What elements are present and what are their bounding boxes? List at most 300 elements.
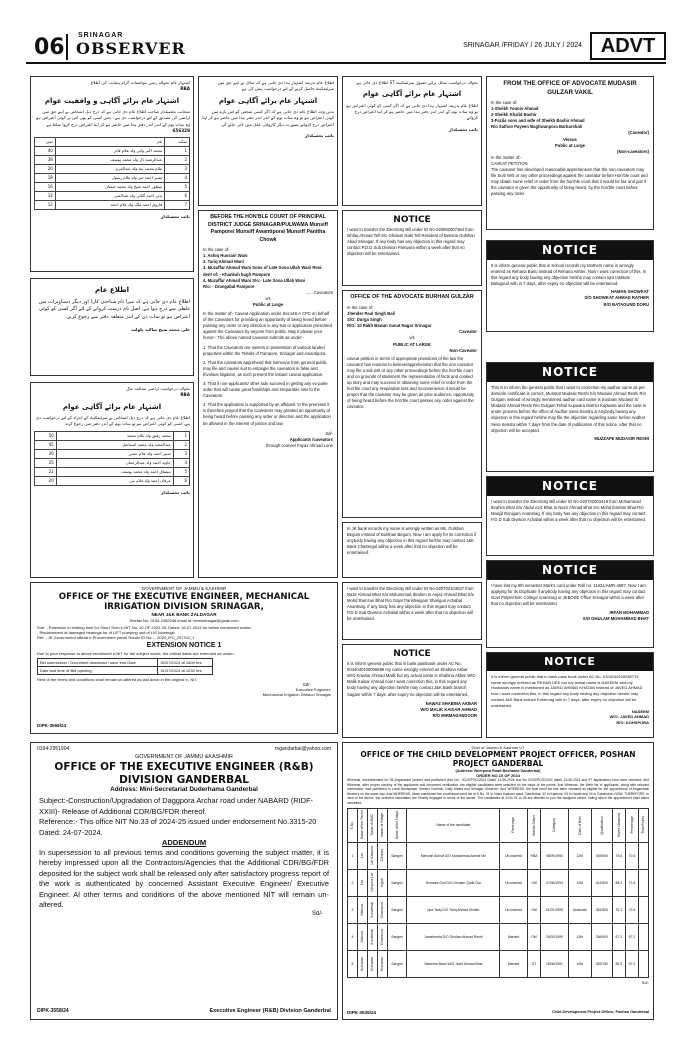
column-header: [387, 809, 407, 843]
table-row: [348, 951, 649, 978]
table-row: [348, 870, 649, 897]
court-title: BEFORE THE HON'BLE COURT OF PRINCIPAL DISTRICT JUDGE SRINAGAR/PULWAMA Munsiff Pampore/ Munsiff Awantipora/ Munsiff Panitha Chowk: [208, 214, 328, 243]
table-cell: 31/07/2024 at 1230 hrs: [158, 666, 213, 674]
urdu-heading: اشتہار عام برائے آگاہی و واقفیت عوام: [44, 96, 180, 105]
table-cell: 2: [165, 156, 190, 165]
table-row: [35, 449, 190, 458]
list-item: 1-Sheikh Younis Ahmad: [491, 106, 539, 112]
work-line: - Replacement of damaged bearings for of LIFT pumping unit of LIS Nowbugh: [37, 630, 175, 636]
table-cell: نذیر احمد گنائی ولد عبدالغنی: [55, 192, 164, 201]
table-cell: 72.6: [625, 897, 638, 924]
table-cell: 14: [35, 192, 56, 201]
column-header: [377, 809, 387, 843]
addendum-body: In supersession to all previous terms and conditions governing the subject matter, it is hereby impressed upon all the Contractors/Agencies that the Additional CDR/BG/FDR deposited for the subject work shall be released only after satisfactory progress report of the work is authenticated by concerned Assistant Executive Engineer/ Executive Engineer. Al other terms and conditions of the above mentioned NIT will remain un- altered.: [39, 847, 329, 910]
table-cell: 1: [173, 431, 189, 440]
notice-body: It is inform general public that in bank pass book under AC No. 0104040100036719 name wrongly entered as REHAN DEK but my actual name is NASEEM and my Husbands name is mentioned as JAVED AHMAD KHATAN instead of JAVED AHMAD now I want correction this, in this regard any body having any objection he/she may contact J&K Bank branch Kokernag with in 7 days, after expiry no objection will be entertained.: [491, 673, 643, 708]
notice-sign-1: NAWAZ SHABINA AKBAR: [425, 700, 477, 706]
versus-label: Versus: [563, 136, 577, 142]
table-cell: 25: [35, 458, 57, 467]
masthead-city: SRINAGAR: [78, 32, 124, 39]
urdu-signature: نائب تحصیلدار: [304, 132, 334, 138]
cell-text: Marks Obtained: [616, 813, 621, 837]
table-cell: 4: [165, 174, 190, 183]
cell-text: Zuhama: [379, 849, 384, 862]
cell-text: Uchpora Lar: [370, 873, 375, 892]
in-case-of: In the case of:: [347, 304, 374, 310]
table-cell: 30/07/2024 at 1600 hrs: [158, 658, 213, 666]
table-row: [35, 458, 190, 467]
notice-electricity-3: [486, 476, 654, 556]
table-row: [35, 174, 190, 183]
table-cell: 6: [165, 192, 190, 201]
table-cell: 5: [348, 951, 358, 978]
office-address: (Address: Beerpora Road Beehama Ganderbal): [455, 768, 541, 773]
mech-sign-2: Mechanical Irrigation Division Srinagar: [262, 692, 331, 698]
column-header: [568, 809, 591, 843]
sd-label: Sd/-: [311, 910, 323, 917]
urdu-table: [34, 431, 190, 486]
notice-sign-1: NASEEM: [631, 708, 649, 714]
cell-text: Kurhama: [370, 956, 375, 971]
office-email: mgandarbal@yahoo.com: [275, 746, 331, 752]
table-cell: محمد رفیق ولد غلام محمد: [56, 431, 173, 440]
notice-sign-3: R/O MIRMADANDOOR: [432, 712, 477, 718]
court-para-2: 2. That the caveators apprehend that someone from general public may file and cause/ suit to entangle the caveators in false and frivolous litigation, as such present the instant caveat application.: [203, 359, 327, 377]
table-cell: Married: [500, 924, 527, 951]
notice-sign-3: R/O BATAGUND DORU: [603, 301, 649, 307]
table-cell: Married: [500, 951, 527, 978]
urdu-body-2: اطلاع عام بذریعہ اشتہار ہذا دی جاتی ہے کہ اگر کسی کو کوئی اعتراض ہو تو وہ سات یوم کے اندر اندر دفتر ہذا میں حاضر ہو کر اپنا اعتراض درج کروائے: [346, 102, 478, 121]
table-cell: [377, 843, 387, 870]
list-item: 2-Sheikh Khalid Bashir: [491, 112, 537, 118]
advocate-title: FROM THE OFFICE OF ADVOCATE MUDASIR GULZAR VAKIL: [503, 80, 637, 96]
table-cell: [377, 870, 387, 897]
govt-label: GOVERNMENT OF JAMMU &KASHMIR: [135, 754, 233, 761]
column-header: [639, 809, 649, 843]
dateline: SRINAGAR /FRIDAY / 26 JULY / 2024: [463, 42, 582, 49]
dipk-number: DIPK-3559/24: [37, 723, 67, 729]
notice-body: This is to inform the general public that I want to correction my aadhar name as per domicile certificate is correct, Mussrat Mudasir Reshi S/o Mudasir Ahmad Reshi R/o Gulgam instead of wrongly mentioned aadhar card name is Soubam Mudasir S/ Mudasir Ahmad Reshi R/o Gulgam Tehsil Kupwara District Kupwara and the case is under process before the office of Aadhar Seva Kendra & Anybody having any objection in this regard he/she may file the objection regarding same before Aadhar Seva Kendra within 7 days from the date of publication of this notice, after that no objection will be accepted.: [491, 385, 646, 433]
notice-title: NOTICE: [393, 215, 431, 225]
court-para-4: 4. That the application is supported by an affidavit. In the premises it is therefore prayed that the Caveators may granted an opportunity of being heard before passing any order or direction and the application be allowed in the interest of justice and law.: [203, 402, 331, 426]
cell-text: Kunderbal: [370, 901, 375, 918]
rb-signature: Executive Engineer (R&B) Division Ganderbal: [209, 1008, 331, 1015]
table-cell: Date and time of Bid opening: [38, 666, 158, 674]
office-title-1: OFFICE OF THE EXECUTIVE ENGINEER (R&B): [54, 761, 314, 773]
table-cell: [357, 951, 367, 978]
list-item: 3-Fazila sons and wife of Sheikh Bashir Ahmad: [491, 118, 585, 124]
table-row: [35, 156, 190, 165]
non-caveator-label: Non-Caveator: [449, 347, 477, 353]
notice-title: NOTICE: [487, 363, 653, 382]
column-header: [591, 809, 612, 843]
column-header: [612, 809, 625, 843]
table-cell: [367, 897, 377, 924]
office-title-1: OFFICE OF THE EXECUTIVE ENGINEER, MECHANICAL: [58, 591, 310, 602]
table-cell: 441/500: [591, 870, 612, 897]
table-cell: [357, 924, 367, 951]
table-cell: 71.5: [625, 870, 638, 897]
public-label: Public at Large: [252, 301, 284, 307]
table-cell: 30: [35, 449, 57, 458]
urdu-number: 656328: [172, 127, 190, 133]
notice-sign-2: W/O MALIK KAISAR AHMAD: [420, 706, 477, 712]
table-cell: 57.2: [625, 951, 638, 978]
table-cell: [639, 843, 649, 870]
table-cell: Bid submission / Document download / save end Date: [38, 658, 158, 666]
masthead-title: OBSERVER: [76, 39, 186, 58]
table-row: [348, 897, 649, 924]
table-cell: بشیر احمد میر ولد غلام رسول: [55, 174, 164, 183]
table-cell: 88.2: [612, 870, 625, 897]
column-header: [348, 809, 358, 843]
party-list: [203, 253, 333, 290]
list-item: dent of: - Khankah bugh Pampore: [203, 271, 271, 277]
dipk-number: DIPK-3558/24: [37, 1008, 69, 1015]
table-cell: 08/09/1993: [541, 843, 568, 870]
table-cell: [639, 870, 649, 897]
cell-text: Percentage: [629, 816, 634, 834]
list-item: 4. Muzaffar Ahmad Wani S/o:- Late Sona Ullah Wani: [203, 277, 306, 283]
table-cell: 45: [35, 440, 57, 449]
column-header: Name of the candidate: [407, 809, 500, 843]
table-row: [35, 467, 190, 476]
urdu-body-2: بدیں وجہ اطلاع عام دی جاتی ہے کہ اگر کسی شخص کو اس بارے میں کوئی اعتراض ہو تو وہ سات یوم کے اندر اندر دفتر ہذا میں حاضر ہو کر اپنا اعتراض درج کروائے بصورت دیگر کاروائی عمل میں لائی جائے گی: [202, 109, 334, 127]
column-header: [367, 809, 377, 843]
non-caveator-label: (Non-caveators): [617, 148, 649, 154]
table-cell: Iqra Tariq D/O Tariq Ahmad Shaikh: [407, 897, 500, 924]
table-cell: [377, 924, 387, 951]
urdu-advert-certificate: [30, 382, 194, 578]
notice-sign: MUZZAFE MUDASIR RESHI: [594, 435, 649, 441]
notice-sign-1: HAMAN SHOWKAT: [610, 289, 649, 295]
notice-marks-card: [486, 560, 654, 648]
table-cell: 50: [35, 431, 57, 440]
table-row: [35, 476, 190, 485]
urdu-table: [34, 137, 190, 210]
table-cell: 22: [35, 467, 57, 476]
table-cell: [367, 924, 377, 951]
caveat-body: The caveator has developed reasonable apprehension that the non-caveators may file Suit/ Writ or any other proceedings against the caveator before Hon'ble court and may obtain some relief or order from the hon'ble court that it would be fair and just if the caveator is given the opportunity of being heard, by the hon'ble court before passing any order.: [491, 167, 648, 197]
notice-title: NOTICE: [393, 649, 431, 659]
public-label: Public at Large: [554, 142, 586, 148]
court-para-1: 1. That the Caveators are owners in possession of various landed properties within the Tehsils of Pampore, Srinagar and Awantipora.: [203, 344, 327, 356]
table-header-row: [348, 809, 649, 843]
table-row: [348, 924, 649, 951]
dipk-number: DIPK-3535/24: [347, 1010, 377, 1016]
table-cell: Sangmi: [387, 870, 407, 897]
table-cell: جاوید احمد ولد عبدالرحمان: [56, 458, 173, 467]
table-cell: [639, 951, 649, 978]
table-cell: نمبر: [35, 138, 56, 147]
notice-title: NOTICE: [487, 653, 653, 671]
table-row: [38, 658, 213, 666]
header-divider: [66, 34, 68, 60]
table-cell: 10th: [568, 951, 591, 978]
court-body: In the matter of:- Caveat Application under Sec148-A CPC on behalf of the Caveators for providing an opportunity of being heard before passing any order or any direction in any suit or application presented against the Caveators by anyone from public. May it please your honor:- The above named caveator submits as under:-: [203, 311, 332, 341]
rba-label: RBA: [180, 86, 190, 92]
urdu-signature: نائب تحصیلدار: [160, 489, 190, 495]
mechanical-irrigation-advert: [30, 582, 338, 734]
petition-label: CAVEAT PETITION: [491, 160, 528, 166]
table-cell: 381/500: [591, 897, 612, 924]
list-item: R/o: - Drangabal Pampore: [203, 283, 255, 289]
notice-sign-3: R/O: KOHSPORA: [616, 720, 649, 726]
notice-sign-2: S/O GHULAM MOHAMMAD BHAT: [582, 616, 649, 622]
table-cell: Jamsheeda D/O Ghulam Ahmad Reshi: [407, 924, 500, 951]
table-cell: 18/06/1991: [541, 951, 568, 978]
table-cell: 20: [35, 476, 57, 485]
table-cell: Un-married: [500, 843, 527, 870]
subject-line: Subject:-Construction/Upgradation of Daggpora Archar road under NABARD (RIDF-XXIII)- Release of Additional CDR/BG/FDR thereof.: [39, 796, 313, 816]
table-cell: Un-married: [500, 870, 527, 897]
table-cell: [367, 870, 377, 897]
table-row: [35, 431, 190, 440]
court-sign-2: through counsel Fayaz Ahmad Lone: [265, 442, 333, 448]
advocate-caveat-advert: [342, 290, 482, 518]
urdu-signature: علی محمد شیخ ساکنہ پلوامہ: [131, 327, 190, 332]
table-cell: 3: [348, 897, 358, 924]
advocate-title: OFFICE OF THE ADVOCATE BURHAN GULZAR: [350, 294, 474, 300]
urdu-advert-land: [30, 76, 194, 272]
list-item: 2. Tariq Ahmad Wani: [203, 259, 244, 265]
table-cell: 6: [173, 476, 189, 485]
table-cell: OM: [527, 870, 541, 897]
cell-text: Name of Village: [379, 813, 384, 837]
office-phone: 0194-2951904: [37, 746, 70, 752]
table-row: [35, 165, 190, 174]
urdu-body: اطلاع عام دی جاتی ہے کہ میرا نام شناختی کارڈ اور دیگر دستاویزات میں غلطی سے درج ہوا ہے، اصل نام درست کروانے کے لئے اگر کسی کو کوئی اعتراض ہو تو سات دن کے اندر متعلقہ دفتر سے رجوع کریں: [38, 298, 190, 320]
table-cell: RBA: [527, 843, 541, 870]
order-body: Whereas, advertisement for 05 Anganwadi centres was published vide No:- ICDS/POG/2024 Dated 13-06-2024 and No ICDS/POG/2024 dated 13-06-2024 and 97 applications form were received; And Whereas, after proper scrutiny of the applicants and document verification, the eligible candidates were selected on the basis of the points; And Whereas, the Merit list of applicants, along with relevant information, was published in Local Newspaper Greater Kashmir, Daily Alsafa and Srinagar Observer; And WHEREAS, the final merit list has been released as eligible for the appointment of Anganwadi Workers on the same day; And WHEREAS, those mentioned the provisional merit list at S.No. 01 in Nasir Kashmir ward, Ganderbal, 02 in Kashmir, 03 in Harab and 04 in Ganderbal; NOW, THEREFORE, in view of the above, the selected candidates are hereby engaged in terms of the above. The candidates at S.No 01 to 05 are directed to join the assigned centre, failing which the appointment shall stand cancelled.: [347, 778, 649, 805]
cell-text: Total Points: [641, 816, 646, 834]
list-item: 1. Ashiq Hussain Wani: [203, 253, 248, 259]
urdu-body: اطلاع عام دی جاتی ہے کہ درج ذیل اشخاص نے سرٹیفکیٹ کے اجراء کے لئے درخواست دی ہے، کسی کو کوئی اعتراض ہو تو سات یوم کے اندر دفتر میں رجوع کرے: [35, 415, 190, 427]
cdpo-advert: [342, 742, 654, 1020]
cell-text: Lar Kakpora: [370, 846, 375, 865]
notice-bank-name: [342, 522, 482, 578]
table-row: [35, 138, 190, 147]
table-cell: 67.2: [625, 924, 638, 951]
cell-text: Kurhama: [360, 956, 365, 971]
table-cell: [357, 870, 367, 897]
table-cell: [377, 951, 387, 978]
table-cell: [367, 951, 377, 978]
cdpo-signature: Child Development Project Officer, Poshan Ganderbal: [551, 1010, 649, 1015]
table-cell: عرفان احمد ولد غلام نبی: [56, 476, 173, 485]
urdu-advert-st-1: [198, 76, 338, 206]
office-title-2: DIVISION GANDERBAL: [119, 773, 249, 786]
subject-line: Sub: - Extension in bidding time for Short Term e-NIT No. 10 OF 2024-25, Dated: 16-07-2024 for below mentioned works:-: [37, 625, 253, 631]
sd-label: Sd/-: [302, 681, 311, 687]
cell-text: Lar: [360, 853, 365, 858]
table-row: [35, 147, 190, 156]
table-cell: 12th: [568, 924, 591, 951]
urdu-advert-st-2: [342, 76, 482, 206]
cell-text: Lar: [360, 880, 365, 885]
notice-body: It is inform general public that in bank passbook under AC No. 0044040100006699 my name wrongly entered as Shabina Akbar W/O Kowsar Ahmad Malik but my actual name is Shabina Akbar W/O Malik Kaisar Ahmad now I want correction this, in this regard any body having any objection he/she may contact J&K Bank branch Sagam within 7 days, after expiry no objection will be entertained.: [347, 661, 476, 697]
table-cell: 5: [165, 183, 190, 192]
in-case-of: In the case of:: [491, 99, 518, 105]
table-cell: مشتاق احمد ولد محمد یوسف: [56, 467, 173, 476]
public-label: PUBLIC AT LARGE: [393, 341, 431, 347]
column-header: [500, 809, 527, 843]
notice-title: NOTICE: [487, 477, 653, 496]
caveators-label: ...... Caveators: [305, 289, 333, 295]
list-item: Jitender Paul Singh Bali: [347, 311, 395, 317]
notice-aadhar: [486, 362, 654, 472]
office-title: OFFICE OF THE CHILD DEVELOPMENT PROJECT OFFICER, POSHAN PROJECT GANDERBAL: [360, 750, 636, 769]
cell-text: Qualification: [599, 815, 604, 835]
sd-label: Sd/-: [325, 430, 333, 436]
column-header: [625, 809, 638, 843]
table-cell: ST: [527, 951, 541, 978]
notice-title: NOTICE: [487, 241, 653, 260]
extension-intro: Due to poor response to above mentioned e-NIT for the subject works, the critical dates are extended as under:-: [37, 650, 236, 656]
notice-electricity-2: [342, 582, 482, 640]
column-header: [527, 809, 541, 843]
table-cell: عبدالمجید ولد محمد اسماعیل: [56, 440, 173, 449]
list-item: 3. Muzaffar Ahmad Wani Sons of Late Sona Ullah Wani Resi-: [203, 265, 323, 271]
table-cell: محمد اکبر وانی ولد غلام قادر: [55, 147, 164, 156]
table-cell: 01/02/1999: [541, 897, 568, 924]
notice-electricity-1: [342, 210, 482, 286]
ref-line: Ref: - JK Government official e-Procurement portal Tender ID No.: - 2024_IFC_257312_1: [37, 635, 195, 641]
court-caveat-advert: [198, 210, 338, 578]
mech-sign-1: Executive Engineer,: [295, 687, 331, 693]
cell-text: Name of the Halqa: [394, 810, 399, 840]
table-cell: 12th: [568, 870, 591, 897]
notice-body: I want to transfer the Electricity Bill under ID No-020702003418 from Mohammad Ibrahim Bhat S/o Abdul Aziz Bhat to Nazir Ahmad Bhat S/o Mohd Ibrahim Bhat R/o Masjid Bonigam Anantnag. If any body has any objection in this regard may contact P.D.D Sub Division Achabal within a week after that no objection will be entertained.: [491, 499, 646, 523]
table-cell: 336/500: [591, 924, 612, 951]
cell-text: Kunderbal: [370, 928, 375, 945]
table-cell: 1: [165, 147, 190, 156]
urdu-body: منجانب تحصیلدار صاحب اطلاع عام دی جاتی ہے کہ درج ذیل اشخاص نے اپنے حق میں اراضی کی تصدیق کے لئے درخواست دی ہے۔ جس کسی کو بھی اس پر کوئی اعتراض ہو وہ سات یوم کے اندر اندر دفتر ہذا میں حاضر ہو کر اپنا اعتراض درج کروا سکتا ہے: [36, 109, 190, 127]
sd-label: Sd/-: [641, 980, 649, 986]
notice-school-record: [486, 240, 654, 332]
page-header: [26, 30, 666, 64]
table-cell: 1: [348, 843, 358, 870]
table-cell: 2: [173, 440, 189, 449]
notice-sign-2: S/O SHOWKAT AHMAD RATHER: [584, 295, 649, 301]
cell-text: Wakura: [360, 930, 365, 943]
advocate-body: caveat petition in terms of appropriate provisions of the law the caveator has reasons to believe/apprehension that the non caveator may file a suit writ or any other proceedings before the hon'ble court and on grounds of statement the representation of facts and cooked up story and may succeed in obtaining some relief or order from the hon'ble court any irreparable loss and inconvenience it would be proper that the caveator may be given an prior audience, opportunity of being heard before the hon'ble court passes any order against the caveator.: [347, 355, 475, 410]
table-cell: منظور احمد شیخ ولد محمد شعبان: [55, 183, 164, 192]
table-cell: [639, 924, 649, 951]
cell-text: S.No.: [350, 820, 355, 830]
table-cell: 4: [348, 924, 358, 951]
urdu-advert-name: [30, 278, 194, 376]
selection-table: [347, 808, 649, 978]
table-cell: OM: [527, 897, 541, 924]
table-cell: 38: [35, 156, 56, 165]
mudasir-caveat-advert: [486, 76, 654, 230]
table-cell: Sangmi: [387, 951, 407, 978]
table-cell: 5: [173, 467, 189, 476]
table-cell: OM: [527, 924, 541, 951]
office-title-2: IRRIGATION DIVISION SRINAGAR,: [104, 602, 264, 613]
table-cell: Saleema Bano W/O Javid Ahmad Bhat: [407, 951, 500, 978]
notice-body: In JK bank records my name is wrongly written as Ms. Gulshan Begum instead of Gulshan Begum. Now I am apply for its correction if anybody having any objection in this regard he/she may contact J&K Bank Chattergul within a week after that no objection will be entertained.: [347, 526, 477, 556]
table-cell: نام: [55, 138, 164, 147]
office-address: NEAR J&K BANK ZALDAGAR: [151, 612, 217, 618]
table-cell: Sumaira Gull D/O Ghulam Qadir Dar: [407, 870, 500, 897]
urdu-heading: اشتہار عام برائے آگاہی عوام: [62, 402, 162, 411]
matter-label: In the matter of:-: [491, 154, 522, 160]
table-cell: 20: [35, 165, 56, 174]
table-cell: [367, 843, 377, 870]
table-cell: 18: [35, 174, 56, 183]
urdu-signature: نائب تحصیلدار: [160, 214, 190, 220]
table-cell: غلام محمد بٹ ولد عبدالعزیز: [55, 165, 164, 174]
notice-body: I want to transfer the Electricity Bill under ID No-020802007364 from Ishfaq Ahmad Tell S/o Ghulam Nabi Tell Resident of Bemina Gulshan Abad Srinagar. If any body has any objection in this regard may contact P.D.D Sub Division Pampora within a week after that no objection will be entertained.: [347, 227, 475, 257]
govt-label: Govt of Jammu & Kashmir UT: [471, 745, 525, 750]
table-cell: 4: [173, 458, 189, 467]
notice-body: I have lost my 6th semester Mark's card under Roll no. 11631/AMR-4687. Now I am applying for its Duplicate if anybody having any objection in this regard may contact Govt Polytechnic College Anantnag or JKBOSE Office Srinagar within a week after that no objection will be entertained.: [491, 583, 646, 607]
govt-label: GOVERNMENT OF JAMMU & KASHMIR: [141, 586, 227, 591]
cell-text: Date of Birth: [577, 815, 582, 835]
list-item: S/O: Durga Singh: [347, 317, 382, 323]
table-cell: 7: [165, 201, 190, 210]
table-cell: Sangmi: [387, 897, 407, 924]
table-cell: Sangmi: [387, 843, 407, 870]
notice-body: I want to transfer the Electricity Bill under ID No-020702104537 from Nazir Ahmad Bhat S/o Mohammad Ibrahim to Aejaz Ahmad Bhat S/o Mohd Ramzan Bhat R/o Gojar Parishwigam Shangus Achabal Anantnag. If any body has any objection in this regard may contact P.D.D Sub Division Achabal within a week after that no objection will be entertained.: [347, 586, 475, 622]
page-number: 06: [34, 35, 65, 60]
table-cell: Graduate: [568, 897, 591, 924]
notice-passbook-2: [486, 652, 654, 738]
table-cell: 3: [173, 449, 189, 458]
court-para-3: 3. That if non-applicants/ other side succeed in getting any ex-parte order that will cause great hardships and irreparable loss to the Caveators.: [203, 381, 328, 399]
reference-line: Reference:- This office NIT No.33 of 2024-25 issued under endorsement No.3315-20 Dated: 24-07-2024.: [39, 817, 317, 837]
notice-body: It is inform general public that in School records my Mothers name is wrongly entered as Rehana Bano instead of Rehana Akhter. Now I want correction of this. In this regard any body having any objection he/she may contact Iqra Institute Bataguud with in 7 days, after expiry no objection will be entertained.: [491, 263, 647, 287]
urdu-signature: نائب تحصیلدار: [448, 126, 478, 132]
urdu-body: اطلاع عام بذریعہ اشتہار ہذا دی جاتی ہے کہ سائل نے اپنے حق میں سرٹیفکیٹ حاصل کرنے کے لئے درخواست پیش کی ہے: [217, 80, 334, 92]
order-number: ORDER NO.10 OF 2024: [476, 773, 520, 779]
table-cell: فاروق احمد ملک ولد غلام احمد: [55, 201, 164, 210]
column-header: [541, 809, 568, 843]
table-cell: 07/06/1994: [541, 870, 568, 897]
table-cell: شبیر احمد ولد غلام حسن: [56, 449, 173, 458]
table-row: [35, 183, 190, 192]
urdu-heading: اشتہار عام برائے آگاہی عوام: [218, 96, 318, 105]
table-cell: 16: [35, 183, 56, 192]
table-cell: [639, 897, 649, 924]
table-cell: 12th: [568, 843, 591, 870]
rba-label: RBA: [180, 392, 190, 398]
table-cell: 25/03/1999: [541, 924, 568, 951]
table-row: [348, 843, 649, 870]
column-header: [357, 809, 367, 843]
table-cell: سکنہ: [165, 138, 190, 147]
table-cell: 393/500: [591, 843, 612, 870]
cell-text: Name of the Sector: [360, 810, 365, 840]
table-cell: 382/750: [591, 951, 612, 978]
table-cell: عبدالرشید ڈار ولد محمد یوسف: [55, 156, 164, 165]
section-label: ADVT: [590, 32, 666, 60]
office-address: Address: Mini-Secretariat Duderhama Ganderbal: [110, 786, 258, 794]
table-row: [35, 192, 190, 201]
cell-text: Wakura: [360, 903, 365, 916]
urdu-top-line: بحوالہ درخواست اراضی محکمہ مال: [126, 386, 190, 391]
in-case-of: In the case of:-: [203, 247, 231, 253]
caveator-label: (Caveator): [628, 130, 649, 136]
cell-text: Name of AWC: [370, 814, 375, 836]
cell-text: Category: [552, 818, 557, 832]
vs-label: v/s: [265, 295, 271, 301]
table-cell: 3: [165, 165, 190, 174]
rest-terms: Rest of the terms and conditions shall remain un-altered as laid down in the original e- NIT.: [37, 676, 198, 682]
table-cell: Sangmi: [387, 924, 407, 951]
